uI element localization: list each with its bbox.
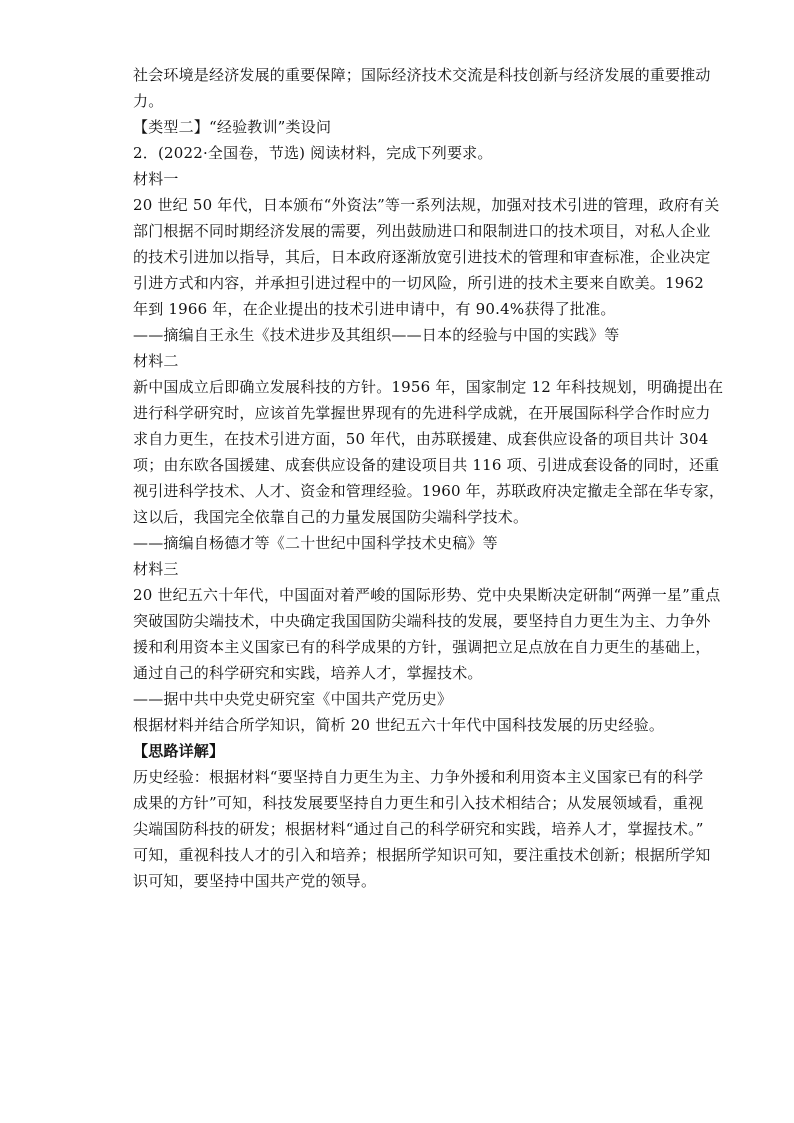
material-two-line-5: 视引进科学技术、人才、资金和管理经验。1960 年，苏联政府决定撤走全部在华专家， <box>133 482 725 500</box>
material-three-line-3: 援和利用资本主义国家已有的科学成果的方针，强调把立足点放在自力更生的基础上， <box>133 638 711 656</box>
analysis-line-5: 识可知，要坚持中国共产党的领导。 <box>133 872 377 890</box>
material-one-line-5: 年到 1966 年，在企业提出的技术引进申请中，有 90.4%获得了批准。 <box>133 300 616 318</box>
material-one-line-4: 引进方式和内容，并承担引进过程中的一切风险，所引进的技术主要来自欧美。1962 <box>133 274 704 292</box>
analysis-heading: 【思路详解】 <box>133 742 225 760</box>
material-one-line-2: 部门根据不同时期经济发展的需要，列出鼓励进口和限制进口的技术项目，对私人企业 <box>133 222 711 240</box>
material-one-source: ——摘编自王永生《技术进步及其组织——日本的经验与中国的实践》等 <box>133 326 620 344</box>
material-two-line-2: 进行科学研究时，应该首先掌握世界现有的先进科学成就，在开展国际科学合作时应力 <box>133 404 711 422</box>
material-three-line-4: 通过自己的科学研究和实践，培养人才，掌握技术。 <box>133 664 483 682</box>
material-three-label: 材料三 <box>133 560 179 578</box>
text-line-2: 力。 <box>133 92 164 110</box>
text-line-1: 社会环境是经济发展的重要保障；国际经济技术交流是科技创新与经济发展的重要推动 <box>133 66 711 84</box>
material-one-line-3: 的技术引进加以指导，其后，日本政府逐渐放宽引进技术的管理和审查标准，企业决定 <box>133 248 711 266</box>
material-three-line-1: 20 世纪五六十年代，中国面对着严峻的国际形势、党中央果断决定研制“两弹一星”重点 <box>133 586 721 604</box>
material-two-line-1: 新中国成立后即确立发展科技的方针。1956 年，国家制定 12 年科技规划，明确提出在 <box>133 378 724 396</box>
question-header: 2．(2022·全国卷，节选) 阅读材料，完成下列要求。 <box>133 144 493 162</box>
material-two-label: 材料二 <box>133 352 179 370</box>
section-heading-type-two: 【类型二】“经验教训”类设问 <box>133 118 332 136</box>
material-three-line-2: 突破国防尖端技术，中央确定我国国防尖端科技的发展，要坚持自力更生为主、力争外 <box>133 612 711 630</box>
material-three-source: ——据中共中央党史研究室《中国共产党历史》 <box>133 690 453 708</box>
analysis-line-1: 历史经验：根据材料“要坚持自力更生为主、力争外援和利用资本主义国家已有的科学 <box>133 768 704 786</box>
analysis-line-3: 尖端国防科技的研发；根据材料“通过自己的科学研究和实践，培养人才，掌握技术。” <box>133 820 704 838</box>
material-one-line-1: 20 世纪 50 年代，日本颁布“外资法”等一系列法规，加强对技术引进的管理，政府有关 <box>133 196 720 214</box>
material-two-line-3: 求自力更生，在技术引进方面，50 年代，由苏联援建、成套供应设备的项目共计 304 <box>133 430 709 448</box>
material-two-line-6: 这以后，我国完全依靠自己的力量发展国防尖端科学技术。 <box>133 508 529 526</box>
document-page <box>133 62 725 894</box>
question-prompt: 根据材料并结合所学知识，简析 20 世纪五六十年代中国科技发展的历史经验。 <box>133 716 665 734</box>
material-two-source: ——摘编自杨德才等《二十世纪中国科学技术史稿》等 <box>133 534 498 552</box>
analysis-line-4: 可知，重视科技人才的引入和培养；根据所学知识可知，要注重技术创新；根据所学知 <box>133 846 711 864</box>
material-two-line-4: 项；由东欧各国援建、成套供应设备的建设项目共 116 项、引进成套设备的同时，还重 <box>133 456 720 474</box>
material-one-label: 材料一 <box>133 170 179 188</box>
analysis-line-2: 成果的方针”可知，科技发展要坚持自力更生和引入技术相结合；从发展领域看，重视 <box>133 794 704 812</box>
